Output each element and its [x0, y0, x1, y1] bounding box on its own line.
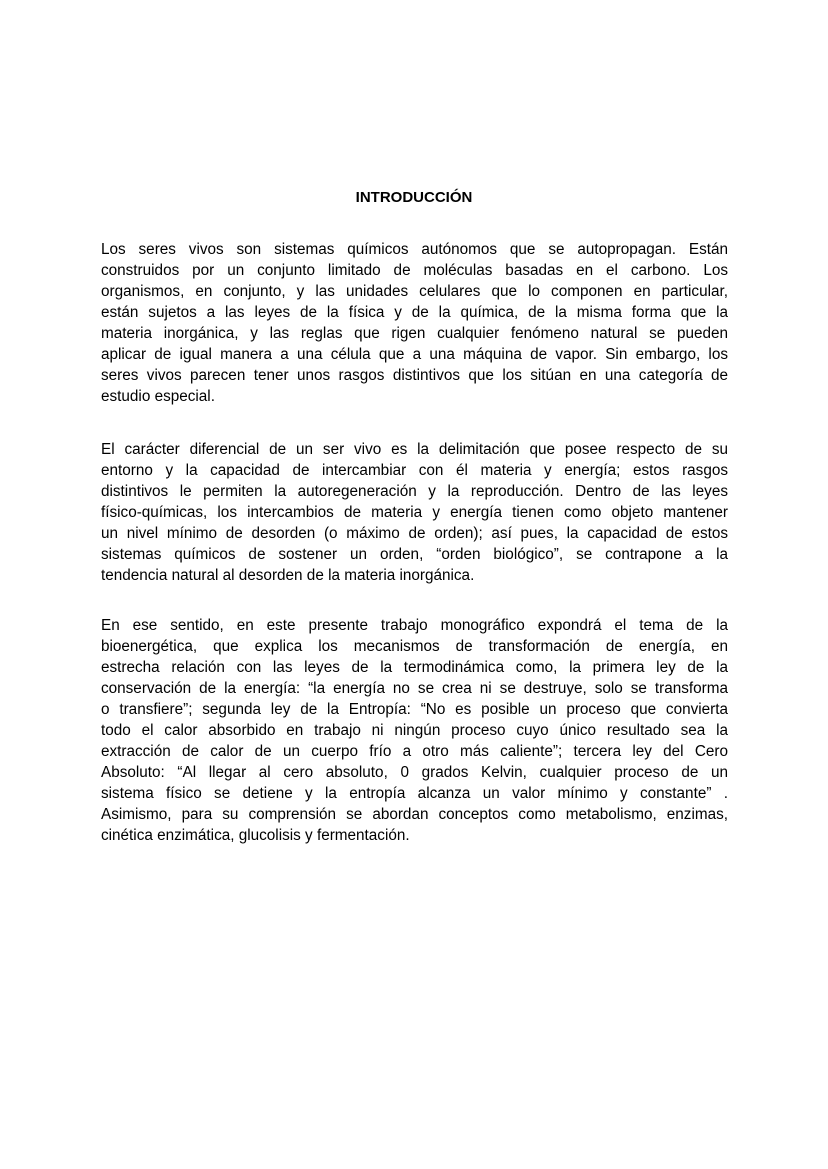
text-line: En ese sentido, en este presente trabajo monográfico expondrá el tema de la	[101, 617, 728, 634]
text-line: El carácter diferencial de un ser vivo es la delimitación que posee respecto de su	[101, 441, 728, 458]
text-line: estudio especial.	[101, 388, 215, 405]
text-line: un nivel mínimo de desorden (o máximo de orden); así pues, la capacidad de estos	[101, 525, 728, 542]
text-line: Asimismo, para su comprensión se abordan conceptos como metabolismo, enzimas,	[101, 806, 728, 823]
text-line: conservación de la energía: “la energía no se crea ni se destruye, solo se transforma	[101, 680, 728, 697]
text-line: extracción de calor de un cuerpo frío a otro más caliente”; tercera ley del Cero	[101, 743, 728, 760]
text-line: entorno y la capacidad de intercambiar con él materia y energía; estos rasgos	[101, 462, 728, 479]
text-line: cinética enzimática, glucolisis y fermentación.	[101, 827, 410, 844]
text-line: seres vivos parecen tener unos rasgos distintivos que los sitúan en una categoría de	[101, 367, 728, 384]
text-line: o transfiere”; segunda ley de la Entropía: “No es posible un proceso que convierta	[101, 701, 728, 718]
text-line: distintivos le permiten la autoregeneración y la reproducción. Dentro de las leyes	[101, 483, 728, 500]
text-line: todo el calor absorbido en trabajo ni ningún proceso cuyo único resultado sea la	[101, 722, 728, 739]
text-line: construidos por un conjunto limitado de moléculas basadas en el carbono. Los	[101, 262, 728, 279]
page-title: INTRODUCCIÓN	[355, 189, 473, 206]
text-line: Absoluto: “Al llegar al cero absoluto, 0 grados Kelvin, cualquier proceso de un	[101, 764, 728, 781]
text-line: organismos, en conjunto, y las unidades celulares que lo componen en particular,	[101, 283, 728, 300]
text-line: Los seres vivos son sistemas químicos autónomos que se autopropagan. Están	[101, 241, 728, 258]
paragraph-3	[101, 615, 728, 846]
text-line: aplicar de igual manera a una célula que a una máquina de vapor. Sin embargo, los	[101, 346, 728, 363]
text-line: físico-químicas, los intercambios de materia y energía tienen como objeto mantener	[101, 504, 728, 521]
text-line: estrecha relación con las leyes de la termodinámica como, la primera ley de la	[101, 659, 728, 676]
text-line: están sujetos a las leyes de la física y de la química, de la misma forma que la	[101, 304, 728, 321]
text-line: materia inorgánica, y las reglas que rigen cualquier fenómeno natural se pueden	[101, 325, 728, 342]
paragraph-2	[101, 439, 728, 586]
text-line: tendencia natural al desorden de la materia inorgánica.	[101, 567, 475, 584]
text-line: bioenergética, que explica los mecanismos de transformación de energía, en	[101, 638, 728, 655]
paragraph-1	[101, 239, 728, 407]
text-line: sistema físico se detiene y la entropía alcanza un valor mínimo y constante” .	[101, 785, 728, 802]
text-line: sistemas químicos de sostener un orden, “orden biológico”, se contrapone a la	[101, 546, 728, 563]
